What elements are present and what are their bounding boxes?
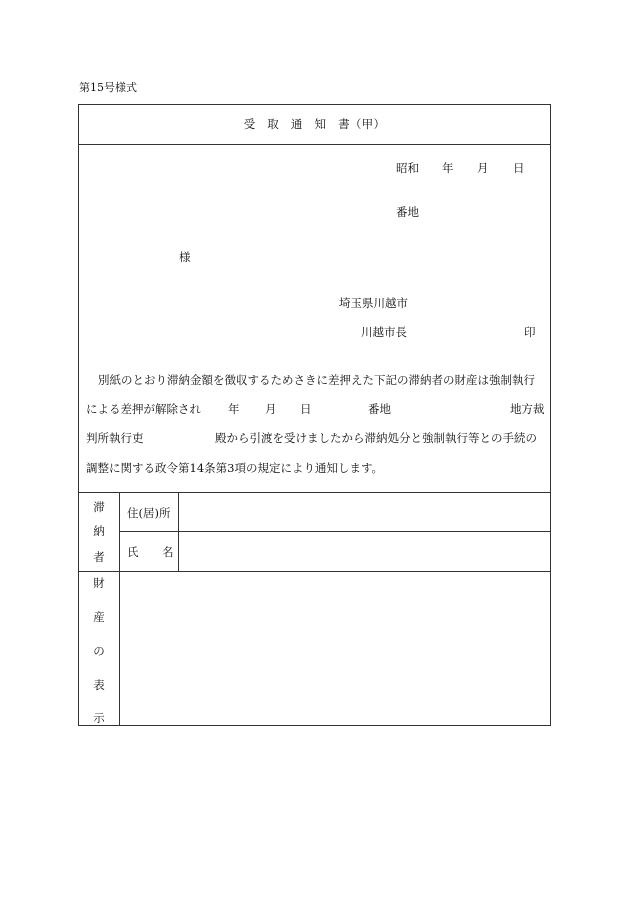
- body-line-4: 調整に関する政令第14条第3項の規定により通知します。: [86, 461, 384, 475]
- delinquent-header-char-2: 納: [93, 524, 105, 538]
- issuer-prefecture: 埼玉県川越市: [339, 296, 408, 310]
- header-column-divider: [119, 492, 120, 725]
- date-month: 月: [477, 161, 489, 175]
- delinquent-header-char-1: 滞: [93, 500, 105, 514]
- body-line-2-address: 番地: [368, 402, 391, 416]
- date-year: 年: [442, 161, 454, 175]
- delinquent-name-label-2: 名: [162, 545, 174, 559]
- body-line-2-year: 年: [228, 402, 240, 416]
- property-header-char-3: の: [93, 644, 105, 658]
- notice-form: [78, 104, 551, 726]
- delinquent-address-label: 住(居)所: [127, 506, 171, 520]
- date-day: 日: [513, 161, 525, 175]
- delinquent-name-label-1: 氏: [127, 545, 139, 559]
- property-header-char-2: 産: [93, 610, 105, 624]
- property-header-char-4: 表: [93, 678, 105, 692]
- address-row-divider: [119, 531, 550, 532]
- body-line-2-day: 日: [300, 402, 312, 416]
- form-number: 第15号様式: [79, 81, 137, 94]
- title-divider: [79, 144, 550, 145]
- body-line-2-month: 月: [265, 402, 277, 416]
- body-line-1: 別紙のとおり滞納金額を徴収するためさきに差押えた下記の滞納者の財産は強制執行: [98, 373, 535, 387]
- delinquent-header-char-3: 者: [93, 550, 105, 564]
- date-era: 昭和: [396, 161, 419, 175]
- body-line-2-court: 地方裁: [510, 402, 545, 416]
- document-title: 受 取 通 知 書（甲）: [243, 117, 386, 131]
- property-header-char-5: 示: [93, 711, 105, 725]
- property-header-char-1: 財: [93, 576, 105, 590]
- delinquent-bottom-divider: [79, 571, 550, 572]
- recipient-suffix: 様: [179, 250, 191, 264]
- address-label: 番地: [396, 205, 419, 219]
- issuer-seal: 印: [524, 325, 536, 339]
- body-line-3-end: 殿から引渡を受けましたから滞納処分と強制執行等との手続の: [215, 431, 537, 445]
- body-line-3-start: 判所執行吏: [86, 431, 144, 445]
- body-line-2-start: による差押が解除され: [86, 402, 201, 416]
- issuer-title: 川越市長: [361, 325, 407, 339]
- delinquent-top-divider: [79, 492, 550, 493]
